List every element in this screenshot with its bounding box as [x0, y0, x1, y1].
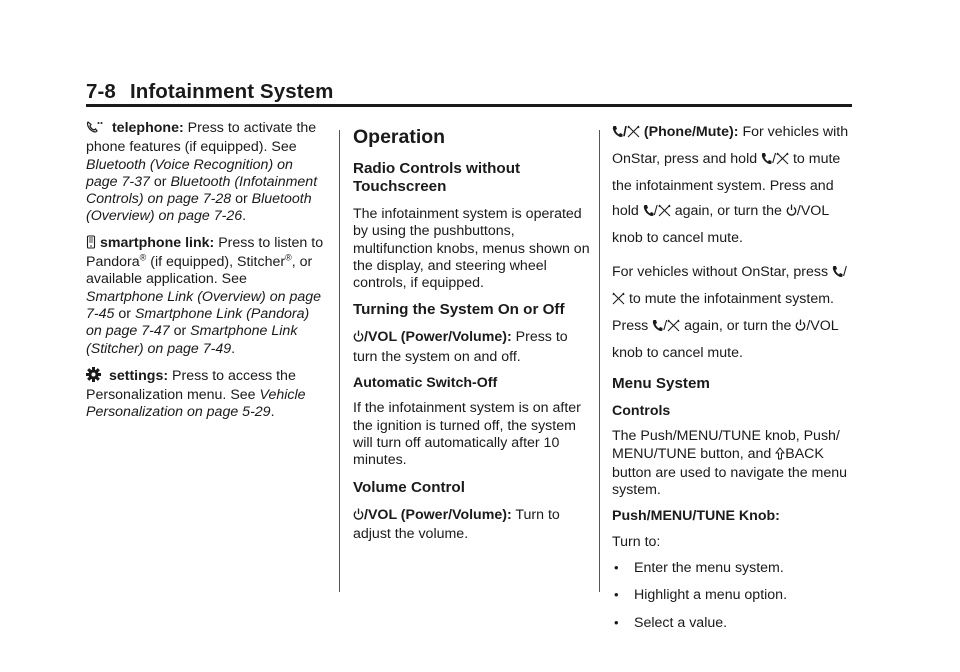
or-text: or: [235, 191, 248, 208]
period: .: [270, 404, 275, 421]
smartphone-icon: [86, 235, 96, 254]
phone-icon: [652, 316, 663, 341]
auto-switch-off-text: If the infotainment system is on after the ignition is turned off, the system will turn off automatically after 10 minutes.: [353, 400, 581, 469]
heading-volume-control: Volume Control: [353, 478, 465, 496]
column-3: [612, 120, 856, 642]
list-item-text: Enter the menu system.: [634, 560, 784, 577]
settings-text: Press to access the Personalization menu. See: [86, 367, 296, 404]
phone-icon: [612, 122, 623, 147]
page-header: [86, 80, 852, 104]
telephone-text: Press to activate the phone features (if equipped). See: [86, 120, 317, 156]
back-arrow-icon: [775, 447, 785, 465]
power-icon: [353, 508, 364, 526]
no-onstar-text-a: For vehicles without OnStar, press: [612, 264, 829, 280]
mute-icon: [667, 316, 680, 341]
heading-auto-switch-off: Automatic Switch-Off: [353, 375, 498, 392]
phone-mute-paragraph: [612, 120, 856, 251]
mute-icon: [658, 201, 671, 226]
page-number: 7-8: [86, 80, 116, 103]
no-onstar-text-b: to mute the infotainment system. Press: [612, 291, 834, 334]
or-text: or: [173, 323, 187, 340]
radio-controls-text: The infotainment system is operated by using the pushbuttons, multifunction knobs, menus shown on the display, and steering wheel controls, if equipped.: [353, 206, 590, 292]
xref-vehicle-personalization[interactable]: Vehicle Personalization on page 5-29: [86, 387, 306, 421]
or-text: or: [118, 305, 131, 322]
slash: /: [663, 318, 668, 334]
power-icon: [786, 201, 797, 226]
controls-paragraph: [612, 428, 856, 499]
smartphone-text-3: , or available application. See: [86, 254, 313, 288]
power-icon: [353, 330, 364, 348]
telephone-label: telephone:: [111, 120, 184, 136]
slash: /: [772, 151, 777, 167]
xref-smartphone-overview[interactable]: Smartphone Link (Overview) on page 7-45: [86, 288, 322, 322]
mute-icon: [776, 149, 789, 174]
column-2: [353, 120, 591, 552]
or-text: or: [153, 173, 167, 190]
slash: /: [843, 264, 847, 280]
registered-mark: ®: [139, 252, 147, 263]
phone-icon: [761, 149, 772, 174]
power-paragraph: [353, 329, 591, 366]
period: .: [242, 208, 247, 225]
list-item: [612, 587, 856, 604]
xref-smartphone-stitcher[interactable]: Smartphone Link (Stitcher) on page 7-49: [86, 323, 298, 357]
list-item: [612, 560, 856, 577]
turn-to-text: Turn to:: [612, 533, 661, 550]
settings-paragraph: [86, 367, 326, 422]
xref-smartphone-pandora[interactable]: Smartphone Link (Pandora) on page 7-47: [86, 305, 310, 340]
list-item: [612, 615, 856, 632]
power-text: Press to turn the system on and off.: [353, 329, 568, 365]
power-icon: [795, 316, 806, 341]
volume-text: Turn to adjust the volume.: [353, 506, 560, 542]
smartphone-paragraph: [86, 235, 326, 358]
bullet: •: [614, 560, 619, 576]
column-divider-1: [339, 130, 340, 592]
header-rule: [86, 104, 852, 107]
period: .: [231, 340, 236, 357]
bullet: •: [614, 614, 619, 630]
volume-label: /VOL (Power/Volume):: [364, 506, 512, 523]
bullet: •: [614, 587, 619, 603]
power-label: /VOL (Power/Volume):: [364, 329, 512, 346]
no-onstar-paragraph: [612, 260, 856, 366]
heading-radio-controls: Radio Controls without Touchscreen: [353, 160, 521, 195]
section-title-operation: Operation: [353, 126, 446, 148]
registered-mark: ®: [285, 252, 292, 263]
slash: /: [623, 124, 627, 140]
controls-text-a: The Push/MENU/TUNE knob, Push/ MENU/TUNE button, and: [612, 428, 840, 462]
smartphone-text-2: (if equipped), Stitcher: [150, 254, 286, 271]
settings-label: settings:: [108, 367, 169, 384]
xref-bluetooth-voice[interactable]: Bluetooth (Voice Recognition) on page 7-37: [86, 156, 293, 190]
slash: /: [653, 203, 658, 219]
phone-mute-text-c: again, or turn the: [674, 203, 782, 219]
no-onstar-text-c: again, or turn the: [684, 318, 792, 334]
list-item-text: Highlight a menu option.: [634, 587, 788, 604]
phone-icon: [832, 262, 843, 287]
telephone-paragraph: [86, 120, 326, 226]
column-divider-2: [599, 130, 600, 592]
smartphone-text-1: Press to listen to Pandora: [86, 234, 324, 271]
list-item-text: Select a value.: [634, 614, 728, 631]
phone-mute-text-a: For vehicles with OnStar, press and hold: [612, 124, 849, 167]
xref-bluetooth-overview[interactable]: Bluetooth (Overview) on page 7-26: [86, 191, 312, 225]
heading-knob: Push/MENU/TUNE Knob:: [612, 508, 780, 525]
phone-icon: [643, 201, 654, 226]
no-onstar-text-d: /VOL knob to cancel mute.: [612, 318, 839, 361]
phone-mute-text-b: to mute the infotainment system. Press and hold: [612, 151, 841, 219]
turn-to-list: [612, 560, 856, 632]
volume-paragraph: [353, 507, 591, 544]
column-1: [86, 120, 326, 431]
voice-telephone-icon: [86, 120, 104, 139]
heading-controls: Controls: [612, 403, 671, 419]
phone-mute-label: (Phone/Mute):: [643, 124, 739, 140]
xref-bluetooth-controls[interactable]: Bluetooth (Infotainment Controls) on page 7-28: [86, 173, 318, 208]
heading-turning-on-off: Turning the System On or Off: [353, 301, 565, 319]
controls-text-b: BACK button are used to navigate the menu system.: [612, 445, 848, 499]
heading-menu-system: Menu System: [612, 375, 710, 392]
gear-icon: [86, 367, 101, 387]
phone-mute-text-d: /VOL knob to cancel mute.: [612, 203, 829, 246]
chapter-title: Infotainment System: [129, 80, 334, 103]
mute-icon: [612, 289, 625, 314]
mute-icon: [627, 122, 640, 147]
smartphone-label: smartphone link:: [99, 234, 215, 251]
